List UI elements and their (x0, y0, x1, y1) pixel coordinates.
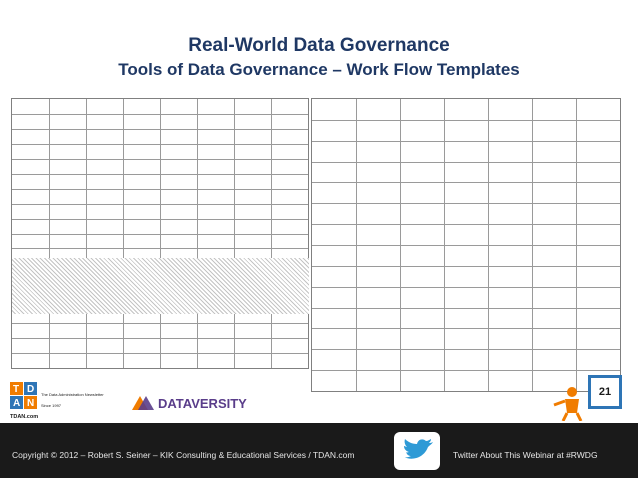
table-column-line (444, 99, 445, 391)
table-row-line (312, 245, 620, 246)
table-row-line (312, 182, 620, 183)
svg-text:D: D (27, 384, 35, 395)
table-column-line (86, 99, 87, 368)
table-column-line (271, 99, 272, 368)
table-row-line (312, 349, 620, 350)
dataversity-label: DATAVERSITY (158, 396, 247, 411)
table-column-line (400, 99, 401, 391)
table-column-line (356, 99, 357, 391)
dataversity-logo (128, 390, 258, 416)
left-table-hatched-cells (12, 258, 309, 314)
table-row-line (312, 203, 620, 204)
tdan-site-label: TDAN.com (10, 414, 39, 420)
table-row-line (312, 370, 620, 371)
copyright-text: Copyright © 2012 – Robert S. Seiner – KIK Consulting & Educational Services / TDAN.com (12, 450, 355, 460)
tdan-logo (0, 382, 120, 422)
footer-bar (0, 423, 638, 478)
page-number: 21 (588, 375, 622, 409)
table-column-line (234, 99, 235, 368)
table-row-line (312, 328, 620, 329)
svg-text:T: T (13, 384, 20, 395)
table-row-line (312, 266, 620, 267)
right-workflow-table (311, 98, 621, 392)
twitter-prompt: Twitter About This Webinar at #RWDG (453, 450, 598, 460)
table-row-line (312, 162, 620, 163)
table-row-line (312, 120, 620, 121)
tdan-since-label: Since 1997 (41, 403, 62, 408)
table-column-line (123, 99, 124, 368)
table-column-line (160, 99, 161, 368)
table-column-line (488, 99, 489, 391)
table-column-line (49, 99, 50, 368)
left-workflow-table (11, 98, 309, 369)
table-row-line (312, 308, 620, 309)
table-column-line (576, 99, 577, 391)
tdan-tagline-label: The Data Administration Newsletter (41, 392, 104, 397)
slide-subtitle: Tools of Data Governance – Work Flow Templates (118, 60, 520, 79)
twitter-bird-icon[interactable] (392, 430, 442, 472)
presenter-figure-icon (552, 386, 586, 421)
table-column-line (532, 99, 533, 391)
table-column-line (197, 99, 198, 368)
svg-text:N: N (27, 398, 35, 409)
svg-text:A: A (13, 398, 21, 409)
table-row-line (312, 141, 620, 142)
table-row-line (312, 287, 620, 288)
table-row-line (312, 224, 620, 225)
slide-title: Real-World Data Governance (188, 35, 450, 56)
